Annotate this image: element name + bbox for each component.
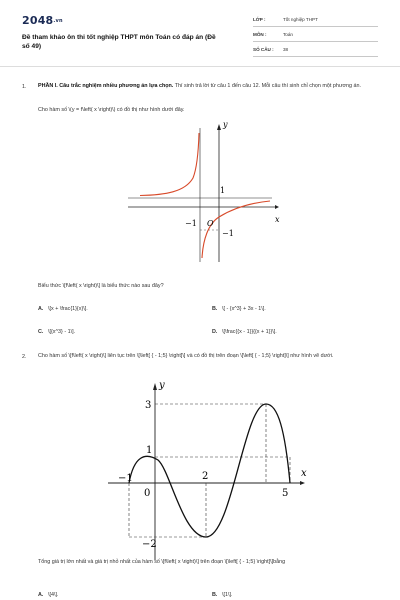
option-a[interactable] xyxy=(38,592,59,598)
option-key: A. xyxy=(38,592,44,598)
y-axis-label: y xyxy=(159,380,165,391)
part-label: PHẦN I. Câu trắc nghiệm nhiều phương án lựa chọn. xyxy=(38,83,174,89)
label-five: 5 xyxy=(282,488,289,499)
x-axis-arrow xyxy=(275,205,279,209)
label-neg-one: −1 xyxy=(118,473,133,484)
meta-subject-label: MÔN : xyxy=(253,32,267,37)
question-number: 2. xyxy=(22,354,27,360)
header-divider xyxy=(0,66,400,67)
site-logo[interactable] xyxy=(22,14,63,27)
label-neg-two: −2 xyxy=(142,539,157,550)
option-key: D. xyxy=(212,329,218,335)
y-axis-label: y xyxy=(223,120,228,129)
option-text: \[{x^3} - 1\]. xyxy=(48,329,76,335)
option-b[interactable] xyxy=(212,306,266,312)
meta-divider xyxy=(253,41,378,42)
option-c[interactable] xyxy=(38,329,75,335)
label-one: 1 xyxy=(146,445,153,456)
logo-main: 2048 xyxy=(22,14,54,27)
option-text: \[4\]. xyxy=(48,592,59,598)
option-text: \[\frac{{x - 1}}{{x + 1}}\]. xyxy=(222,329,277,335)
label-two: 2 xyxy=(202,471,209,482)
option-key: A. xyxy=(38,306,44,312)
option-text: \[ - {x^3} + 3x - 1\]. xyxy=(222,306,266,312)
question-number: 1. xyxy=(22,84,27,90)
part-instructions: Thí sinh trả lời từ câu 1 đến câu 12. Mỗi câu thí sinh chỉ chọn một phương án. xyxy=(173,83,362,89)
label-three: 3 xyxy=(145,400,152,411)
option-b[interactable] xyxy=(212,592,233,598)
meta-subject-value: Toán xyxy=(283,32,293,37)
option-a[interactable] xyxy=(38,306,88,312)
meta-subject xyxy=(253,32,293,37)
meta-count xyxy=(253,47,288,52)
meta-class-label: LỚP : xyxy=(253,17,266,22)
option-text: \[1\]. xyxy=(222,592,233,598)
option-d[interactable] xyxy=(212,329,277,335)
question-2-text: Cho hàm số \[f\left( x \right)\] liên tục trên \[\left[ { - 1;5} \right]\] và có đồ thị trên đoạn \[\left[ { - 1;5} \right]\] như hình vẽ dưới. xyxy=(38,353,334,359)
label-neg-one-y: −1 xyxy=(222,229,234,238)
meta-count-label: SỐ CÂU : xyxy=(253,47,274,52)
logo-suffix: .vn xyxy=(53,18,63,24)
question-2-prompt: Tổng giá trị lớn nhất và giá trị nhỏ nhất của hàm số \[f\left( x \right)\] trên đoạn \[\left[ { - 1;5} \right]\]bằng xyxy=(38,559,286,565)
meta-divider xyxy=(253,26,378,27)
y-axis-arrow xyxy=(153,383,157,390)
curve-left-branch xyxy=(140,133,199,196)
x-axis-label: x xyxy=(301,468,307,479)
document-title: Đề tham khảo ôn thi tốt nghiệp THPT môn Toán có đáp án (Đề số 49) xyxy=(22,34,216,50)
label-neg-one-x: −1 xyxy=(185,219,197,228)
option-key: B. xyxy=(212,592,218,598)
x-axis-arrow xyxy=(300,481,305,485)
meta-divider xyxy=(253,56,378,57)
meta-class xyxy=(253,17,318,22)
x-axis-label: x xyxy=(275,215,280,224)
question-1-prompt: Biểu thức \[f\left( x \right)\] là biểu thức nào sau đây? xyxy=(38,283,164,289)
meta-count-value: 38 xyxy=(283,47,289,52)
origin-label: 0 xyxy=(144,488,151,499)
origin-label: O xyxy=(207,219,214,228)
option-text: \[x + \frac{1}{x}\]. xyxy=(48,306,88,312)
label-one: 1 xyxy=(220,186,226,195)
option-key: B. xyxy=(212,306,218,312)
curve-right-branch xyxy=(202,201,270,258)
option-key: C. xyxy=(38,329,44,335)
y-axis-arrow xyxy=(217,124,221,130)
question-1-intro xyxy=(38,82,383,90)
function-curve xyxy=(129,404,290,537)
question-1-given: Cho hàm số \(y = f\left( x \right)\) có đồ thị như hình dưới đây. xyxy=(38,107,185,113)
meta-class-value: Tốt nghiệp THPT xyxy=(283,17,318,22)
